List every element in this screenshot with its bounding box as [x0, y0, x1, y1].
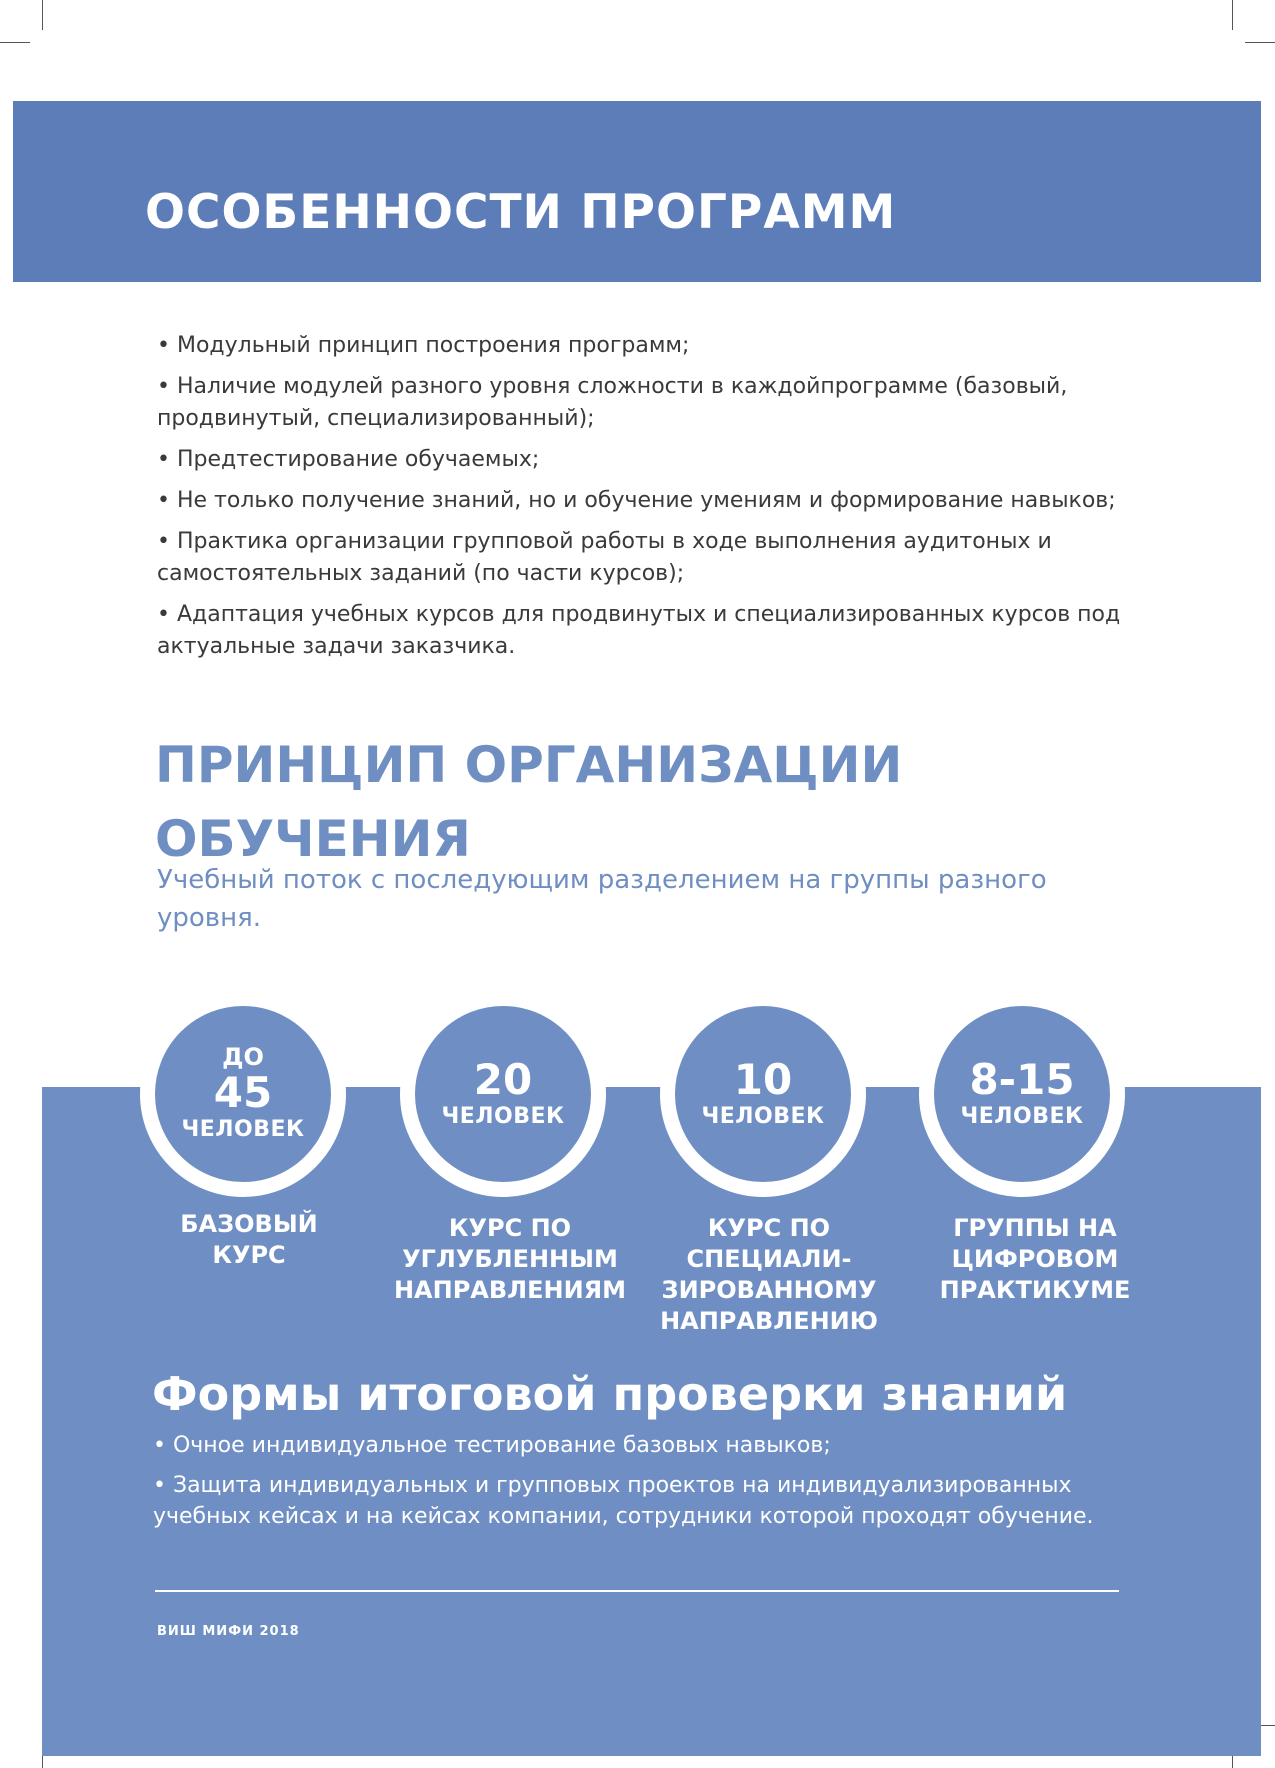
crop-mark	[42, 0, 43, 30]
crop-mark	[1232, 0, 1233, 30]
group-unit: ЧЕЛОВЕК	[181, 1117, 305, 1142]
features-list	[157, 330, 1157, 672]
group-circle-advanced	[400, 991, 606, 1197]
group-size: 45	[213, 1068, 273, 1117]
final-check-title: Формы итоговой проверки знаний	[152, 1367, 1068, 1421]
course-label-specialized: КУРС ПО СПЕЦИАЛИ-ЗИРОВАННОМУ НАПРАВЛЕНИЮ	[660, 1214, 878, 1335]
divider	[155, 1590, 1119, 1592]
group-circle-specialized	[660, 991, 866, 1197]
feature-item: • Модульный принцип построения программ;	[157, 333, 690, 358]
group-circle-basic	[140, 991, 346, 1197]
footer-text: ВИШ МИФИ 2018	[157, 1624, 300, 1639]
final-check-list	[153, 1430, 1153, 1541]
organization-subtitle: Учебный поток с последующим разделением на группы разного уровня.	[157, 865, 1047, 933]
feature-item: • Не только получение знаний, но и обучение умениям и формирование навыков;	[157, 488, 1116, 513]
course-label-digital: ГРУППЫ НА ЦИФРОВОМ ПРАКТИКУМЕ	[939, 1214, 1131, 1304]
feature-item: • Адаптация учебных курсов для продвинутых и специализированных курсов под актуальные задачи заказчика.	[157, 602, 1121, 659]
group-circle-digital	[919, 991, 1125, 1197]
feature-item: • Предтестирование обучаемых;	[157, 447, 540, 472]
organization-title: ПРИНЦИП ОРГАНИЗАЦИИ ОБУЧЕНИЯ	[155, 736, 903, 868]
course-label-basic: БАЗОВЫЙ КУРС	[180, 1210, 318, 1269]
group-unit: ЧЕЛОВЕК	[701, 1104, 825, 1129]
course-label-advanced: КУРС ПО УГЛУБЛЕННЫМ НАПРАВЛЕНИЯМ	[393, 1214, 627, 1304]
crop-mark	[1245, 42, 1275, 43]
feature-item: • Наличие модулей разного уровня сложности в каждойпрограмме (базовый, продвинутый, специализированный);	[157, 374, 1068, 431]
crop-mark	[0, 42, 30, 43]
group-unit: ЧЕЛОВЕК	[441, 1104, 565, 1129]
final-check-item: • Защита индивидуальных и групповых проектов на индивидуализированных учебных кейсах и на кейсах компании, сотрудники которой проходят обучение.	[153, 1473, 1094, 1529]
page-title: ОСОБЕННОСТИ ПРОГРАММ	[145, 185, 897, 240]
group-size: 8-15	[969, 1055, 1075, 1104]
group-prefix: ДО	[222, 1043, 264, 1071]
group-unit: ЧЕЛОВЕК	[960, 1104, 1084, 1129]
final-check-item: • Очное индивидуальное тестирование базовых навыков;	[153, 1433, 831, 1458]
group-size: 10	[733, 1055, 793, 1104]
group-size: 20	[473, 1055, 533, 1104]
feature-item: • Практика организации групповой работы в ходе выполнения аудитоных и самостоятельных заданий (по части курсов);	[157, 529, 1052, 586]
